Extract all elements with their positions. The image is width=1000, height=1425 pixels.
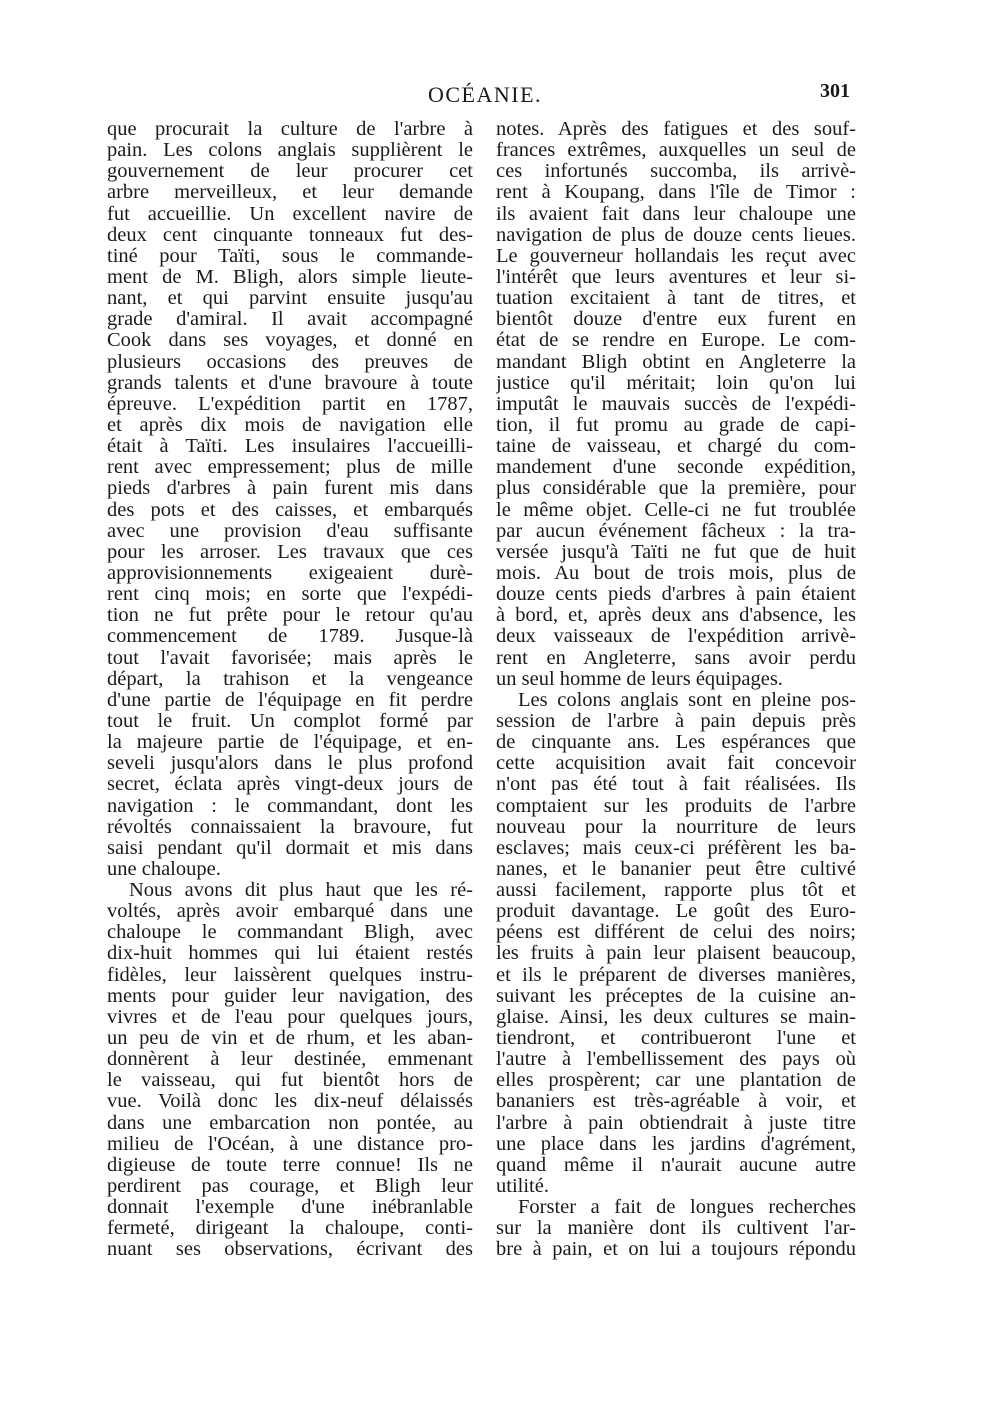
text-line: produit davantage. Le goût des Euro- [496, 901, 856, 923]
text-line: Cook dans ses voyages, et donné en [107, 330, 473, 352]
text-line: ils avaient fait dans leur chaloupe une [496, 203, 856, 225]
text-line: nant, et qui parvint ensuite jusqu'au [107, 288, 473, 310]
text-line: perdirent pas courage, et Bligh leur [107, 1176, 473, 1198]
text-line: secret, éclata après vingt-deux jours de [107, 774, 473, 796]
text-line: bre à pain, et on lui a toujours répondu [496, 1239, 856, 1261]
text-line: tout le fruit. Un complot formé par [107, 710, 473, 732]
text-line: à bord, et, après deux ans d'absence, les [496, 605, 856, 627]
text-line: n'ont pas été tout à fait réalisées. Ils [496, 774, 856, 796]
text-line: de cinquante ans. Les espérances que [496, 732, 856, 754]
text-line: chaloupe le commandant Bligh, avec [107, 922, 473, 944]
text-line: dans une embarcation non pontée, au [107, 1112, 473, 1134]
text-line: vue. Voilà donc les dix-neuf délaissés [107, 1091, 473, 1113]
text-line: glaise. Ainsi, les deux cultures se main- [496, 1006, 856, 1028]
text-line: dix-huit hommes qui lui étaient restés [107, 943, 473, 965]
text-line: gouvernement de leur procurer cet [107, 161, 473, 183]
text-line: Le gouverneur hollandais les reçut avec [496, 245, 856, 267]
text-line: la majeure partie de l'équipage, et en- [107, 732, 473, 754]
text-line: une place dans les jardins d'agrément, [496, 1133, 856, 1155]
text-line: fidèles, leur laissèrent quelques instru- [107, 964, 473, 986]
text-line: donnèrent à leur destinée, emmenant [107, 1049, 473, 1071]
text-line: rent avec empressement; plus de mille [107, 457, 473, 479]
text-line: le vaisseau, qui fut bientôt hors de [107, 1070, 473, 1092]
text-line: les fruits à pain leur plaisent beaucoup, [496, 943, 856, 965]
text-line: donnait l'exemple d'une inébranlable [107, 1197, 473, 1219]
text-line: tion, il fut promu au grade de capi- [496, 414, 856, 436]
text-line: vivres et de l'eau pour quelques jours, [107, 1006, 473, 1028]
text-line: seveli jusqu'alors dans le plus profond [107, 753, 473, 775]
text-line: par aucun événement fâcheux : la tra- [496, 520, 856, 542]
text-line: ment de M. Bligh, alors simple lieute- [107, 266, 473, 288]
text-line: plusieurs occasions des preuves de [107, 351, 473, 373]
text-line: ments pour guider leur navigation, des [107, 985, 473, 1007]
text-line: plus considérable que la première, pour [496, 478, 856, 500]
text-line: était à Taïti. Les insulaires l'accueilli- [107, 436, 473, 458]
text-line: fermeté, dirigeant la chaloupe, conti- [107, 1218, 473, 1240]
text-line: aussi facilement, rapporte plus tôt et [496, 880, 856, 902]
right-column [496, 119, 856, 1261]
text-line: imputât le mauvais succès de l'expédi- [496, 393, 856, 415]
text-line: que procurait la culture de l'arbre à [107, 119, 473, 140]
text-line: justice qu'il méritait; loin qu'on lui [496, 372, 856, 394]
text-line: nouveau pour la nourriture de leurs [496, 816, 856, 838]
text-line: et après dix mois de navigation elle [107, 414, 473, 436]
text-line: tuation excitaient à tant de titres, et [496, 288, 856, 310]
text-line: et ils le préparent de diverses manières, [496, 964, 856, 986]
text-line: un peu de vin et de rhum, et les aban- [107, 1028, 473, 1050]
text-line: deux cent cinquante tonneaux fut des- [107, 224, 473, 246]
text-line: arbre merveilleux, et leur demande [107, 182, 473, 204]
text-line: l'arbre à pain obtiendrait à juste titre [496, 1112, 856, 1134]
text-line: sur la manière dont ils cultivent l'ar- [496, 1218, 856, 1240]
text-line: mandement d'une seconde expédition, [496, 457, 856, 479]
text-line: milieu de l'Océan, à une distance pro- [107, 1133, 473, 1155]
page-title: OCÉANIE. [427, 82, 543, 107]
text-line: un seul homme de leurs équipages. [496, 668, 783, 690]
text-line: grade d'amiral. Il avait accompagné [107, 309, 473, 331]
text-line: session de l'arbre à pain depuis près [496, 710, 856, 732]
left-column [107, 119, 473, 1261]
text-line: bientôt douze d'entre eux furent en [496, 309, 856, 331]
text-line: épreuve. L'expédition partit en 1787, [107, 393, 473, 415]
text-line: tiendront, et contribueront l'une et [496, 1028, 856, 1050]
text-line: fut accueillie. Un excellent navire de [107, 203, 473, 225]
text-line: suivant les préceptes de la cuisine an- [496, 985, 856, 1007]
text-line: l'autre à l'embellissement des pays où [496, 1049, 856, 1071]
text-line: ces infortunés succomba, ils arrivè- [496, 161, 856, 183]
text-line: des pots et des caisses, et embarqués [107, 499, 473, 521]
text-line: péens est différent de celui des noirs; [496, 922, 856, 944]
text-line: tout l'avait favorisée; mais après le [107, 647, 473, 669]
text-line: utilité. [496, 1176, 549, 1198]
text-line: état de se rendre en Europe. Le com- [496, 330, 856, 352]
text-line: tion ne fut prête pour le retour qu'au [107, 605, 473, 627]
text-line: pieds d'arbres à pain furent mis dans [107, 478, 473, 500]
text-line: notes. Après des fatigues et des souf- [496, 119, 856, 140]
text-line: grands talents et d'une bravoure à toute [107, 372, 473, 394]
text-line: rent en Angleterre, sans avoir perdu [496, 647, 856, 669]
page-number: 301 [820, 80, 850, 102]
text-line: elles prospèrent; car une plantation de [496, 1070, 856, 1092]
text-line: deux vaisseaux de l'expédition arrivè- [496, 626, 856, 648]
text-line: pain. Les colons anglais supplièrent le [107, 140, 473, 162]
text-line: le même objet. Celle-ci ne fut troublée [496, 499, 856, 521]
text-line: voltés, après avoir embarqué dans une [107, 901, 473, 923]
text-line: Forster a fait de longues recherches [518, 1197, 856, 1219]
text-line: versée jusqu'à Taïti ne fut que de huit [496, 541, 856, 563]
text-line: rent à Koupang, dans l'île de Timor : [496, 182, 856, 204]
text-line: mandant Bligh obtint en Angleterre la [496, 351, 856, 373]
text-line: navigation : le commandant, dont les [107, 795, 473, 817]
text-line: révoltés connaissaient la bravoure, fut [107, 816, 473, 838]
text-line: nuant ses observations, écrivant des [107, 1239, 473, 1261]
text-line: Les colons anglais sont en pleine pos- [518, 689, 856, 711]
text-line: digieuse de toute terre connue! Ils ne [107, 1154, 473, 1176]
text-line: taine de vaisseau, et chargé du com- [496, 436, 856, 458]
text-line: nanes, et le bananier peut être cultivé [496, 858, 856, 880]
text-line: navigation de plus de douze cents lieues. [496, 224, 856, 246]
text-line: Nous avons dit plus haut que les ré- [129, 880, 473, 902]
text-line: mois. Au bout de trois mois, plus de [496, 562, 856, 584]
text-line: tiné pour Taïti, sous le commande- [107, 245, 473, 267]
text-line: commencement de 1789. Jusque-là [107, 626, 473, 648]
text-line: d'une partie de l'équipage en fit perdre [107, 689, 473, 711]
text-line: approvisionnements exigeaient durè- [107, 562, 473, 584]
text-line: douze cents pieds d'arbres à pain étaient [496, 584, 856, 606]
text-line: cette acquisition avait fait concevoir [496, 753, 856, 775]
text-line: frances extrêmes, auxquelles un seul de [496, 140, 856, 162]
text-line: avec une provision d'eau suffisante [107, 520, 473, 542]
text-line: comptaient sur les produits de l'arbre [496, 795, 856, 817]
text-line: quand même il n'aurait aucune autre [496, 1154, 856, 1176]
text-line: départ, la trahison et la vengeance [107, 668, 473, 690]
text-line: une chaloupe. [107, 858, 221, 880]
text-line: saisi pendant qu'il dormait et mis dans [107, 837, 473, 859]
text-line: l'intérêt que leurs aventures et leur si- [496, 266, 856, 288]
text-line: rent cinq mois; en sorte que l'expédi- [107, 584, 473, 606]
text-line: esclaves; mais ceux-ci préfèrent les ba- [496, 837, 856, 859]
text-line: bananiers est très-agréable à voir, et [496, 1091, 856, 1113]
text-line: pour les arroser. Les travaux que ces [107, 541, 473, 563]
